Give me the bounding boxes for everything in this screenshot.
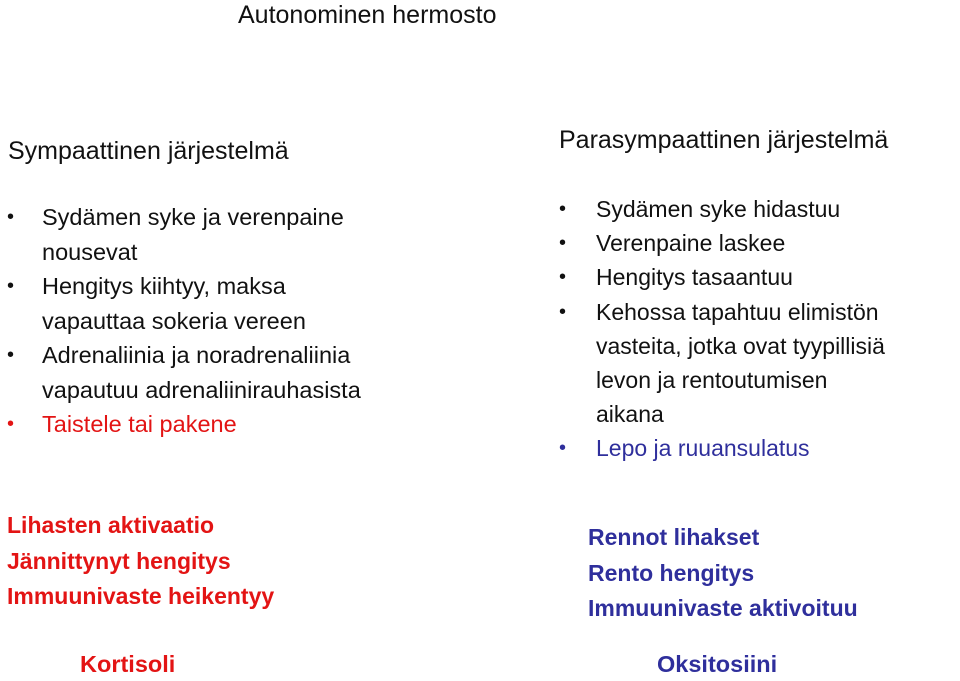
parasympathetic-bullet-line: Lepo ja ruuansulatus	[596, 435, 810, 462]
bullet-icon: •	[7, 413, 15, 435]
parasympathetic-heading: Parasympaattinen järjestelmä	[559, 126, 889, 154]
parasympathetic-bullet-item	[555, 431, 885, 465]
sympathetic-bullet-line: vapautuu adrenaliinirauhasista	[42, 376, 361, 403]
parasympathetic-hormone: Oksitosiini	[657, 651, 778, 677]
sympathetic-bullet-line: Adrenaliinia ja noradrenaliinia	[42, 342, 351, 368]
page-title: Autonominen hermosto	[238, 1, 497, 29]
bullet-icon: •	[559, 232, 567, 255]
sympathetic-effects	[7, 508, 274, 615]
sympathetic-bullet-item	[0, 269, 361, 338]
parasympathetic-bullet-item	[555, 192, 885, 226]
sympathetic-bullet-item	[0, 407, 361, 442]
sympathetic-effect: Jännittynyt hengitys	[7, 547, 231, 574]
parasympathetic-effects	[588, 520, 858, 627]
parasympathetic-bullet-line: levon ja rentoutumisen	[596, 367, 828, 394]
sympathetic-bullet-item	[0, 200, 361, 269]
bullet-icon: •	[559, 198, 567, 220]
bullet-icon: •	[559, 300, 567, 323]
sympathetic-effect: Immuunivaste heikentyy	[7, 583, 275, 609]
bullet-icon: •	[559, 266, 567, 289]
parasympathetic-effect: Rennot lihakset	[588, 524, 760, 550]
parasympathetic-bullet-line: vasteita, jotka ovat tyypillisiä	[596, 332, 885, 359]
parasympathetic-effect: Rento hengitys	[588, 559, 755, 586]
sympathetic-bullet-line: nousevat	[42, 238, 138, 265]
sympathetic-effect: Lihasten aktivaatio	[7, 512, 215, 538]
sympathetic-heading: Sympaattinen järjestelmä	[8, 137, 289, 165]
parasympathetic-bullet-item	[555, 295, 885, 432]
parasympathetic-bullet-line: Hengitys tasaantuu	[596, 264, 793, 291]
parasympathetic-bullet-item	[555, 260, 885, 294]
parasympathetic-bullet-item	[555, 226, 885, 260]
bullet-icon: •	[559, 437, 567, 460]
sympathetic-bullet-item	[0, 338, 361, 407]
bullet-icon: •	[7, 344, 15, 366]
bullet-icon: •	[7, 275, 15, 297]
bullet-icon: •	[7, 206, 15, 228]
sympathetic-bullet-list	[0, 200, 361, 442]
parasympathetic-bullet-line: Verenpaine laskee	[596, 230, 786, 257]
sympathetic-bullet-line: Taistele tai pakene	[42, 411, 237, 437]
parasympathetic-bullet-list	[555, 192, 885, 466]
parasympathetic-bullet-line: aikana	[596, 401, 664, 428]
parasympathetic-bullet-line: Kehossa tapahtuu elimistön	[596, 298, 879, 325]
sympathetic-hormone: Kortisoli	[80, 651, 176, 677]
sympathetic-bullet-line: Sydämen syke ja verenpaine	[42, 204, 344, 230]
sympathetic-bullet-line: Hengitys kiihtyy, maksa	[42, 273, 286, 299]
sympathetic-bullet-line: vapauttaa sokeria vereen	[42, 307, 306, 334]
parasympathetic-bullet-line: Sydämen syke hidastuu	[596, 196, 841, 222]
parasympathetic-effect: Immuunivaste aktivoituu	[588, 595, 858, 621]
